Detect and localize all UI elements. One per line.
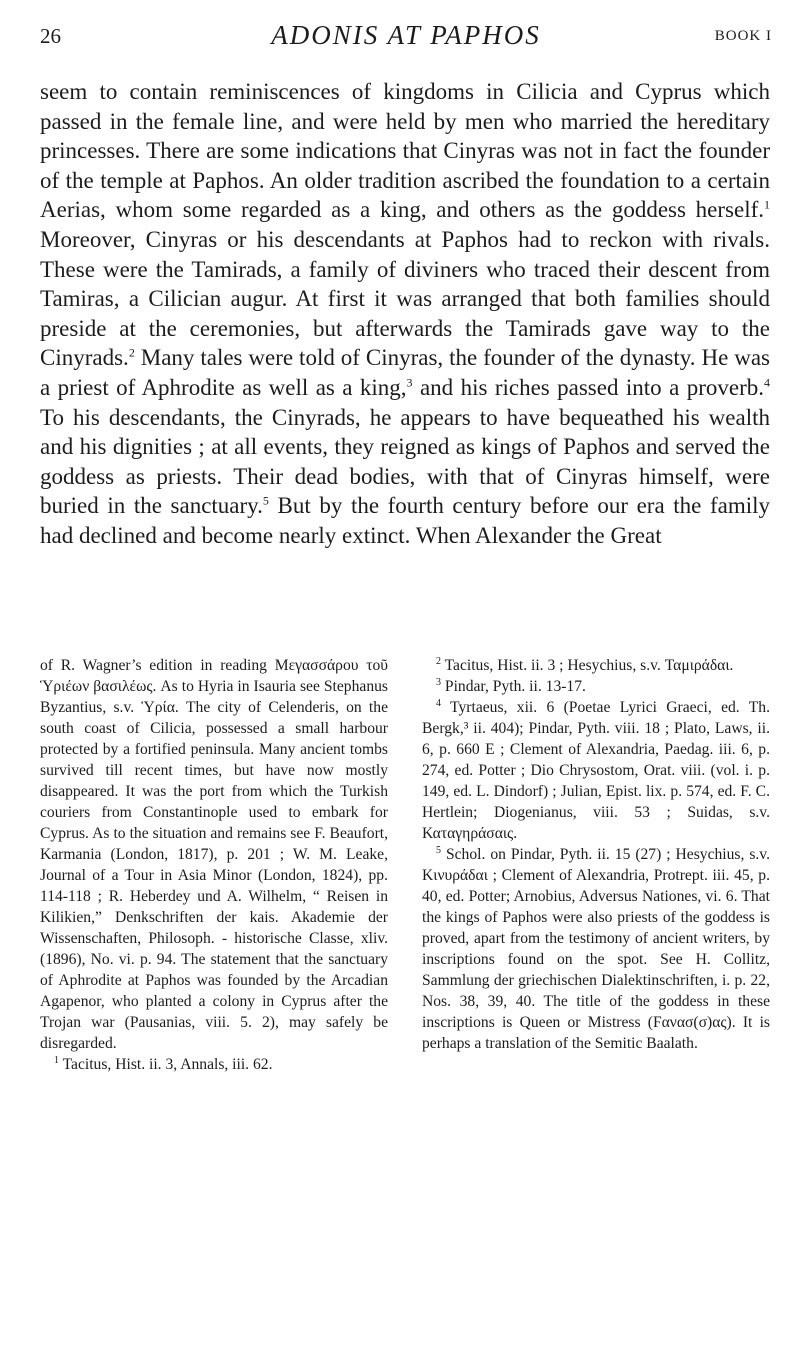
footnote-number: 5 <box>436 844 441 856</box>
footnote-marker: 1 <box>764 197 770 212</box>
footnote-4 <box>422 697 770 844</box>
main-text-segment: To his descendants, the Cinyrads, he appears to have bequeathed his wealth and his dignities ; at all events, they reigned as kings of Paphos and served the goddess as priests. Their dead bodies, with that of Cinyras himself, were buried in the sanctuary. <box>40 404 770 519</box>
footnotes-right-column <box>422 655 770 1054</box>
footnote-1 <box>40 1054 388 1075</box>
footnote-continuation: of R. Wagner’s edition in reading Μεγασσάρου τοῦ Ὑριέων βασιλέως. As to Hyria in Isauria see Stephanus Byzantius, s.v. Ὑρία. The city of Celenderis, on the south coast of Cilicia, possessed a small harbour protected by a fortified peninsula. Many ancient tombs survived till recent times, but have now mostly disappeared. It was the port from which the Turkish couriers from Constantinople used to embark for Cyprus. As to the situation and remains see F. Beaufort, Karmania (London, 1817), p. 201 ; W. M. Leake, Journal of a Tour in Asia Minor (London, 1824), pp. 114-118 ; R. Heberdey und A. Wilhelm, “ Reisen in Kilikien,” Denkschriften der kais. Akademie der Wissenschaften, Philosoph. - historische Classe, xliv. (1896), No. vi. p. 94. The statement that the sanctuary of Aphrodite at Paphos was founded by the Arcadian Agapenor, who planted a colony in Cyprus after the Trojan war (Pausanias, viii. 5. 2), may safely be disregarded. <box>40 657 388 1052</box>
main-text-segment: But by the fourth century before our era the family had declined and become nearly extinct. When Alexander the Great <box>40 493 770 548</box>
running-head: ADONIS AT PAPHOS <box>271 20 541 50</box>
footnote-number: 3 <box>436 676 441 688</box>
footnote-3 <box>422 676 770 697</box>
footnotes-left-column <box>40 655 388 1075</box>
footnote-number: 2 <box>436 655 441 667</box>
footnote-5 <box>422 844 770 1054</box>
footnote-2 <box>422 655 770 676</box>
page-header <box>40 20 772 54</box>
footnote-text: Tyrtaeus, xii. 6 (Poetae Lyrici Graeci, ed. Th. Bergk,³ ii. 404); Pindar, Pyth. viii. 18 ; Plato, Laws, ii. 6, p. 660 E ; Clement of Alexandria, Paedag. iii. 6, p. 274, ed. Potter ; Dio Chrysostom, Orat. viii. (vol. i. p. 149, ed. L. Dindorf) ; Julian, Epist. lix. p. 574, ed. F. C. Hertlein; Diogenianus, viii. 53 ; Suidas, s.v. Καταγηράσαις. <box>422 699 770 842</box>
page-number: 26 <box>40 24 61 48</box>
main-text-segment: Moreover, Cinyras or his descendants at Paphos had to reckon with rivals. These were the Tamirads, a family of diviners who traced their descent from Tamiras, a Cilician augur. At first it was arranged that both families should preside at the ceremonies, but afterwards the Tamirads gave way to the Cinyrads. <box>40 226 770 371</box>
book-label: BOOK I <box>714 28 772 44</box>
footnote-marker: 3 <box>406 375 413 390</box>
footnote-marker: 4 <box>763 375 770 390</box>
main-text <box>40 77 770 551</box>
footnote-marker: 2 <box>128 345 135 360</box>
footnote-text: Schol. on Pindar, Pyth. ii. 15 (27) ; Hesychius, s.v. Κινυράδαι ; Clement of Alexandria, Protrept. iii. 45, p. 40, ed. Potter; Arnobius, Adversus Nationes, vi. 6. That the kings of Paphos were also priests of the goddess is proved, apart from the testimony of ancient writers, by inscriptions found on the spot. See H. Collitz, Sammlung der griechischen Dialektinschriften, i. p. 22, Nos. 38, 39, 40. The title of the goddess in these inscriptions is Queen or Mistress (Ϝανασ(σ)ας). It is perhaps a translation of the Semitic Baalath. <box>422 846 770 1052</box>
footnote-marker: 5 <box>262 493 269 508</box>
footnote-number: 1 <box>54 1054 59 1066</box>
main-text-segment: Many tales were told of Cinyras, the founder of the dynasty. He was a priest of Aphrodite as well as a king, <box>40 345 770 400</box>
main-text-segment: and his riches passed into a proverb. <box>412 374 764 400</box>
footnote-text: Tacitus, Hist. ii. 3, Annals, iii. 62. <box>59 1056 273 1073</box>
footnote-text: Tacitus, Hist. ii. 3 ; Hesychius, s.v. Ταμιράδαι. <box>441 657 734 674</box>
main-text-segment: seem to contain reminiscences of kingdoms in Cilicia and Cyprus which passed in the female line, and were held by men who married the hereditary princesses. There are some indications that Cinyras was not in fact the founder of the temple at Paphos. An older tradition ascribed the foundation to a certain Aerias, whom some regarded as a king, and others as the goddess herself. <box>40 79 770 223</box>
footnote-text: Pindar, Pyth. ii. 13-17. <box>441 678 586 695</box>
footnote-number: 4 <box>436 697 441 709</box>
